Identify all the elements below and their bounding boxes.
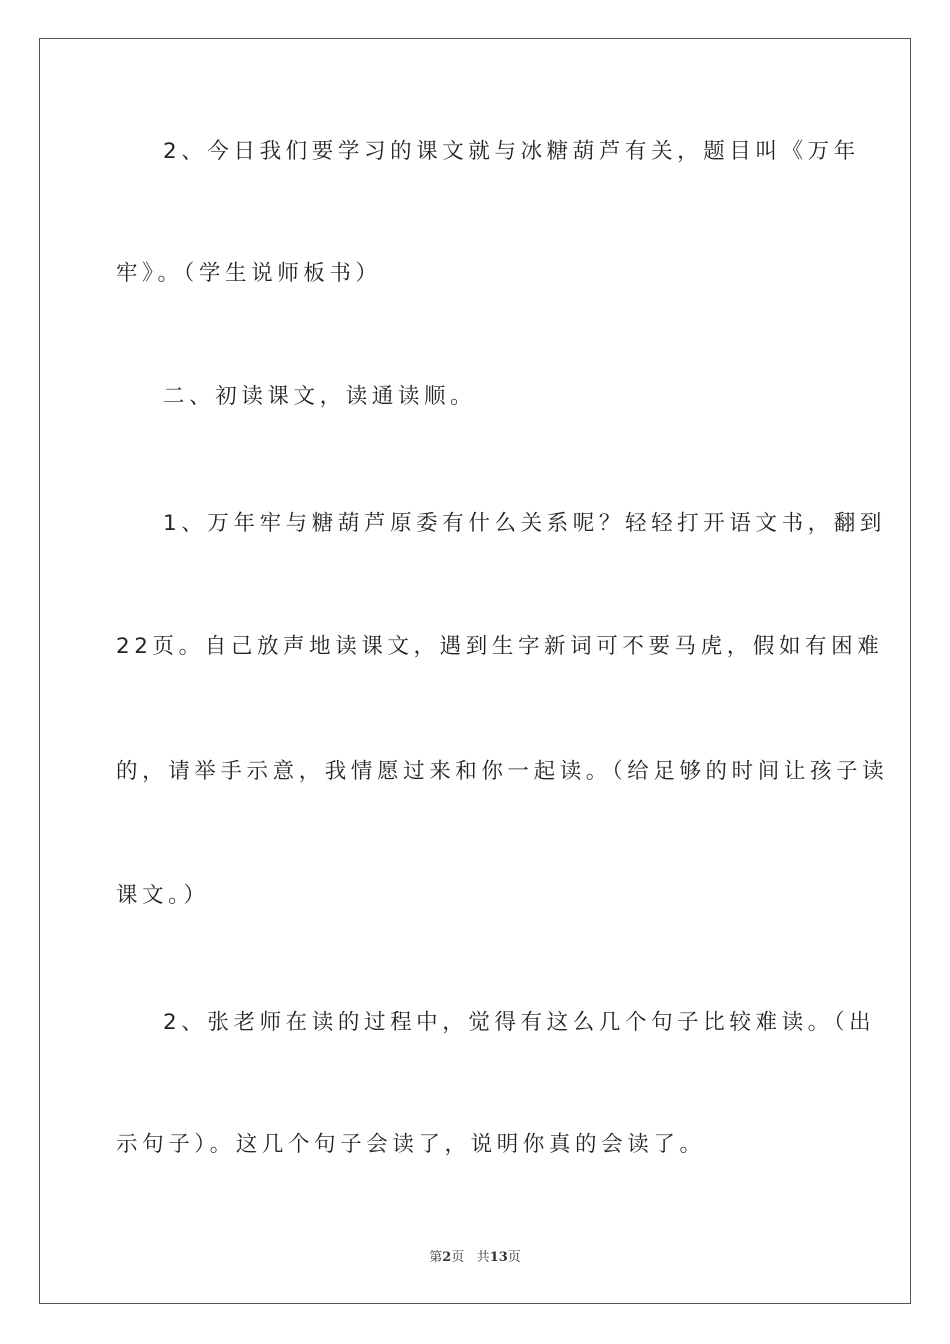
paragraph-line: 2、张老师在读的过程中，觉得有这么几个句子比较难读。（出 [163,1010,876,1035]
paragraph-line: 的，请举手示意，我情愿过来和你一起读。（给足够的时间让孩子读 [116,759,889,784]
paragraph-line: 示句子）。这几个句子会读了，说明你真的会读了。 [116,1132,706,1157]
paragraph-line: 22页。自己放声地读课文，遇到生字新词可不要马虎，假如有困难 [116,634,884,659]
footer-total-prefix: 共 [476,1250,490,1265]
paragraph-line: 1、万年牢与糖葫芦原委有什么关系呢？轻轻打开语文书，翻到 [163,511,886,536]
paragraph-line: 牢》。（学生说师板书） [116,261,382,286]
section-heading: 二、初读课文，读通读顺。 [163,384,477,409]
current-page-number: 2 [442,1250,452,1265]
paragraph-line: 2、今日我们要学习的课文就与冰糖葫芦有关，题目叫《万年 [163,139,860,164]
total-page-count: 13 [489,1250,508,1265]
footer-total-word: 页 [507,1250,521,1265]
footer-prefix: 第 [429,1250,443,1265]
paragraph-line: 课文。） [116,883,210,908]
footer-page-word: 页 [451,1250,465,1265]
page-border [39,38,911,1304]
page-footer [0,1246,950,1265]
